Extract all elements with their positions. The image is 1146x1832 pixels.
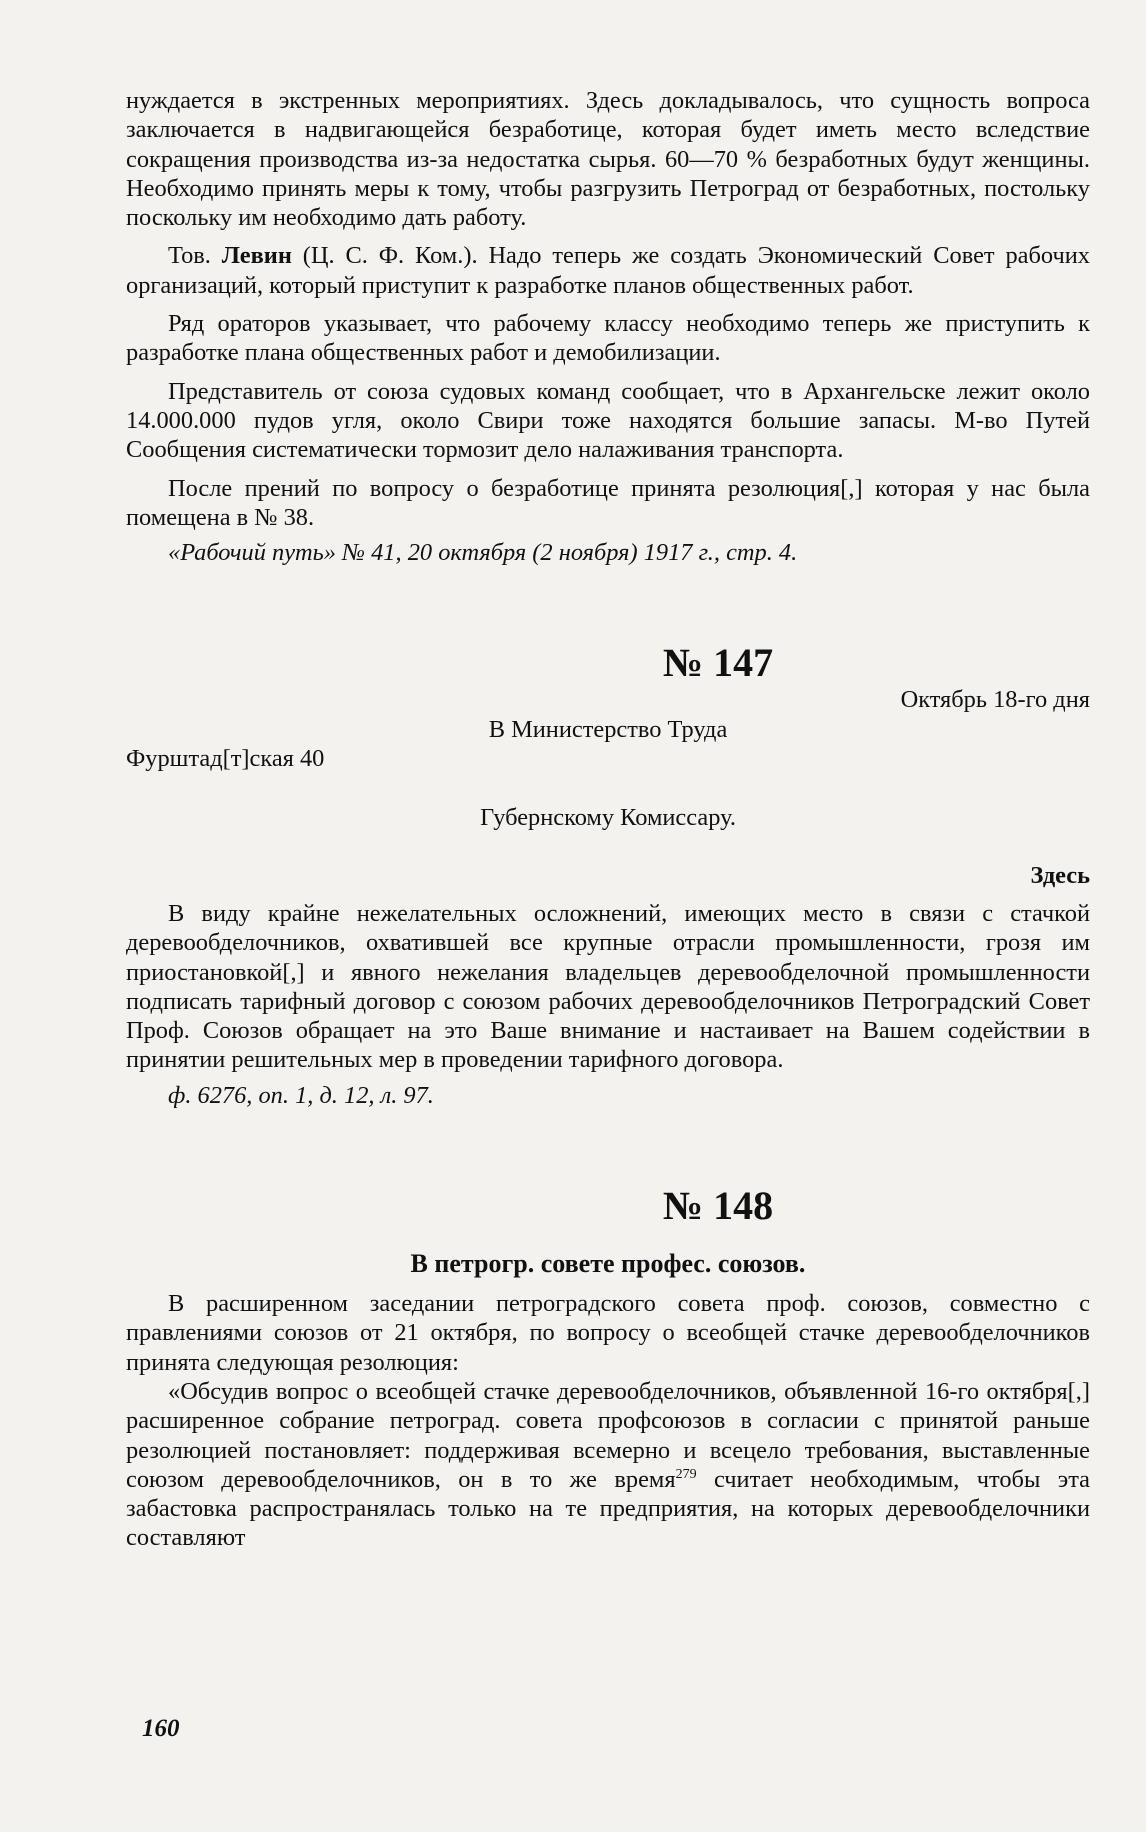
archive-reference: ф. 6276, оп. 1, д. 12, л. 97.: [168, 1081, 434, 1109]
speaker-text: (Ц. С. Ф. Ком.). Надо теперь же создать Экономический Совет рабочих организаций, который приступит к разработке планов общественных работ.: [126, 242, 1090, 299]
paragraph: После прений по вопросу о безработице принята резолюция[,] которая у нас была помещена в № 38.: [126, 474, 1090, 531]
paragraph-levin: [126, 241, 1090, 300]
footnote-marker: 279: [675, 1466, 697, 1482]
document-number-148: № 148: [662, 1183, 774, 1229]
paragraph: Ряд ораторов указывает, что рабочему классу необходимо теперь же приступить к разработке плана общественных работ и демобилизации.: [126, 310, 1090, 367]
speaker-name: Левин: [221, 242, 292, 270]
resolution-part-1: «Обсудив вопрос о всеобщей стачке деревообделочников, объявленной 16-го октября[,] расширенное собрание петроград. совета профсоюзов в согласии с принятой раньше резолюцией постановляет: поддерживая всемерно и всецело требования, выставленные союзом деревообделочников, он в то же время: [126, 1377, 1090, 1493]
resolution-part-2: считает необходимым, чтобы эта забастовка распространялась только на те предприятия, на которых деревообделочники составляют: [126, 1465, 1090, 1552]
resolution-text: [126, 1377, 1090, 1553]
document-date: Октябрь 18-го дня: [900, 686, 1090, 714]
paragraph: В расширенном заседании петроградского совета проф. союзов, совместно с правлениями союзов от 21 октября, по вопросу о всеобщей стачке деревообделочников принята следующая резолюция:: [126, 1290, 1090, 1376]
document-number-147: № 147: [662, 640, 774, 686]
page-number: 160: [142, 1715, 180, 1742]
paragraph: нуждается в экстренных мероприятиях. Здесь докладывалось, что сущность вопроса заключается в надвигающейся безработице, которая будет иметь место вследствие сокращения производства из-за недостатка сырья. 60—70 % безработных будут женщины. Необходимо принять меры к тому, чтобы разгрузить Петроград от безработных, постольку поскольку им необходимо дать работу.: [126, 87, 1090, 232]
source-citation: «Рабочий путь» № 41, 20 октября (2 ноября) 1917 г., стр. 4.: [168, 539, 798, 567]
place-label: Здесь: [1030, 861, 1090, 889]
street-address: Фурштад[т]ская 40: [126, 745, 325, 773]
paragraph: Представитель от союза судовых команд сообщает, что в Архангельске лежит около 14.000.000 пудов угля, около Свири тоже находятся большие запасы. М-во Путей Сообщения систематически тормозит дело налаживания транспорта.: [126, 377, 1090, 464]
speaker-prefix: Тов.: [168, 242, 211, 270]
page-body: [126, 86, 1090, 1553]
document-heading: В петрогр. совете профес. союзов.: [410, 1249, 806, 1279]
addressee-ministry: В Министерство Труда: [488, 715, 728, 743]
document-body: В виду крайне нежелательных осложнений, имеющих место в связи с стачкой деревообделочников, охватившей все крупные отрасли промышленности, грозя им приостановкой[,] и явного нежелания владельцев деревообделочной промышленности подписать тарифный договор с союзом рабочих деревообделочников Петроградский Совет Проф. Союзов обращает на это Ваше внимание и настаивает на Вашем содействии в принятии решительных мер в проведении тарифного договора.: [126, 899, 1090, 1074]
addressee-commissar: Губернскому Комиссару.: [480, 804, 736, 832]
